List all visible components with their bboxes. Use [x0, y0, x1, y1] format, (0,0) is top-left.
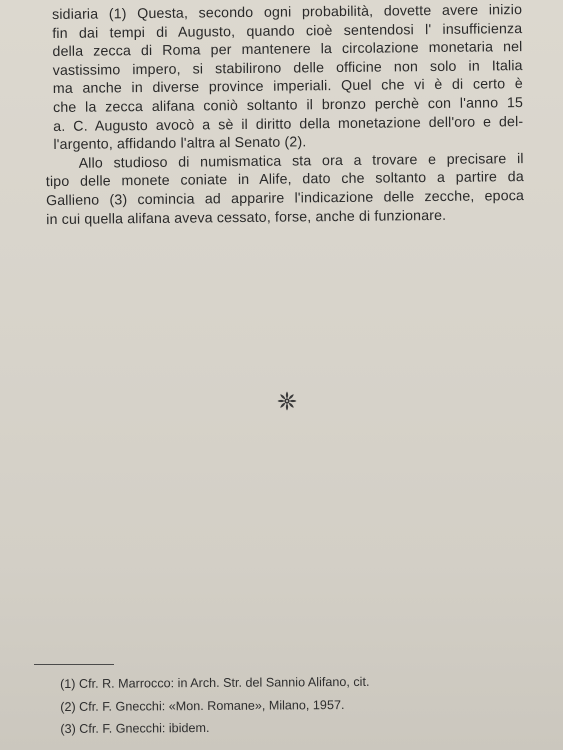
- footnote-3: (3) Cfr. F. Gnecchi: ibidem.: [60, 720, 210, 736]
- text-line: Allo studioso di numismatica sta ora a trovare e precisare il: [78, 150, 524, 172]
- footnote-divider: [34, 664, 114, 665]
- paragraph-1: [52, 1, 524, 155]
- body-text: [45, 1, 525, 229]
- footnote-2: (2) Cfr. F. Gnecchi: «Mon. Romane», Milano, 1957.: [60, 697, 345, 714]
- paragraph-2: [46, 150, 525, 229]
- text-line: della zecca di Roma per mantenere la circolazione monetaria nel: [52, 39, 523, 61]
- text-line: vastissimo impero, si stabilirono delle officine non solo in Italia: [52, 57, 523, 79]
- asterism-ornament-icon: [276, 390, 298, 412]
- text-line: l'argento, affidando l'altra al Senato (2).: [53, 134, 307, 154]
- text-line: fin dai tempi di Augusto, quando cioè sentendosi l' insufficienza: [52, 20, 523, 42]
- text-line: che la zecca alifana coniò soltanto il bronzo perchè con l'anno 15: [52, 95, 524, 116]
- text-line: in cui quella alifana aveva cessato, forse, anche di funzionare.: [46, 207, 447, 228]
- text-line: ma anche in diverse province imperiali. Quel che vi è di certo è: [52, 76, 523, 98]
- text-line: Gallieno (3) comincia ad apparire l'indicazione delle zecche, epoca: [45, 188, 525, 210]
- footnotes: [60, 670, 480, 740]
- text-line: tipo delle monete coniate in Alife, dato che soltanto a partire da: [45, 169, 524, 191]
- text-line: a. C. Augusto avocò a sè il diritto della monetazione dell'oro e del-: [53, 113, 524, 135]
- text-line: sidiaria (1) Questa, secondo ogni probabilità, dovette avere inizio: [52, 2, 523, 23]
- footnote-1: (1) Cfr. R. Marrocco: in Arch. Str. del Sannio Alifano, cit.: [60, 674, 370, 691]
